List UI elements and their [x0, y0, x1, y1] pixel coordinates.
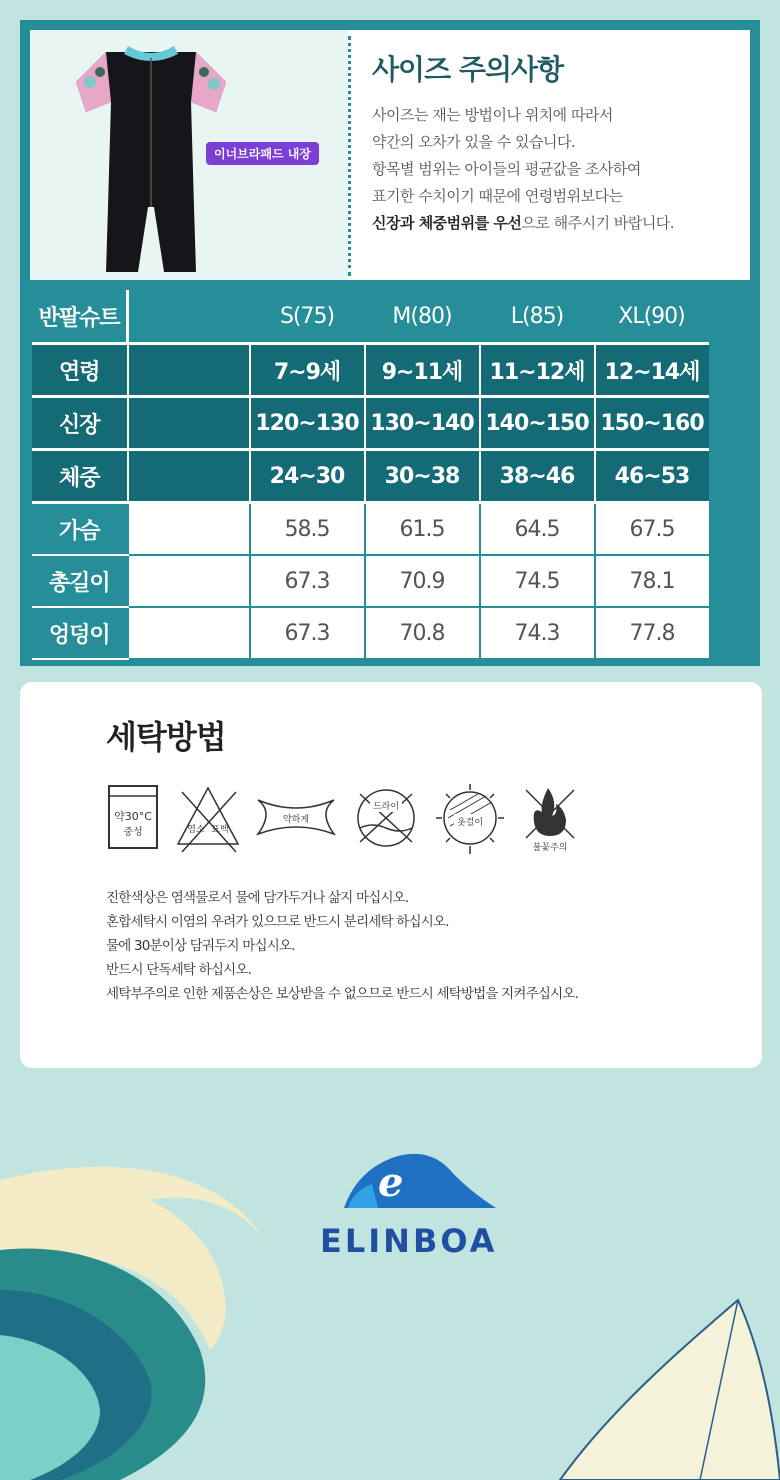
notice-line: [372, 210, 674, 237]
notice-line-rest: 으로 해주시기 바랍니다.: [521, 214, 675, 232]
product-info-card: [30, 30, 750, 280]
table-cell: 78.1: [595, 555, 709, 607]
brand-name: ELINBOA: [320, 1222, 498, 1260]
svg-text:e: e: [378, 1159, 404, 1206]
flame-caution-icon: [518, 782, 582, 854]
wash-temp-label: 약30°C: [114, 810, 152, 823]
table-cell: 58.5: [250, 503, 365, 556]
table-gap-cell: [128, 555, 250, 607]
washing-icons: [106, 782, 586, 854]
notice-line: 항목별 범위는 아이들의 평균값을 조사하여: [372, 160, 641, 178]
table-cell: 140~150: [480, 397, 595, 450]
wash-30c-icon: [106, 782, 162, 854]
table-row: [32, 555, 709, 607]
table-cell: 74.3: [480, 607, 595, 659]
table-cell: 120~130: [250, 397, 365, 450]
divider: [348, 36, 351, 276]
table-gap-cell: [128, 397, 250, 450]
table-gap-cell: [128, 290, 250, 344]
table-cell: 12~14세: [595, 344, 709, 397]
washing-card: [20, 682, 762, 1068]
table-cell: 67.3: [250, 555, 365, 607]
wring-gently-icon: [254, 782, 338, 854]
row-label: 가슴: [32, 503, 128, 556]
wring-label: 약하게: [282, 815, 310, 825]
table-cell: 67.3: [250, 607, 365, 659]
table-row: [32, 607, 709, 659]
table-gap-cell: [128, 450, 250, 503]
row-label: 체중: [32, 450, 128, 503]
table-cell: 77.8: [595, 607, 709, 659]
dry-label: 드라이: [372, 802, 400, 812]
table-cell: 64.5: [480, 503, 595, 556]
table-cell: 30~38: [365, 450, 480, 503]
row-label: 총길이: [32, 555, 128, 607]
table-cell: 46~53: [595, 450, 709, 503]
wash-sub-label: 중성: [123, 827, 143, 838]
no-bleach-icon: [172, 782, 244, 854]
inner-bra-pad-badge: 이너브라패드 내장: [206, 142, 319, 165]
table-row: [32, 344, 709, 397]
washing-notes: [106, 886, 578, 1006]
row-label: 연령: [32, 344, 128, 397]
washing-note: 반드시 단독세탁 하십시오.: [106, 962, 252, 978]
notice-title: 사이즈 주의사항: [372, 53, 564, 86]
table-cell: 130~140: [365, 397, 480, 450]
row-label: 엉덩이: [32, 607, 128, 659]
notice-line: 표기한 수치이기 때문에 연령범위보다는: [372, 187, 623, 205]
notice-line: 약간의 오차가 있을 수 있습니다.: [372, 133, 576, 151]
table-row: [32, 397, 709, 450]
size-header: M(80): [365, 290, 480, 344]
table-gap-cell: [128, 607, 250, 659]
size-table: [32, 290, 709, 660]
size-header: S(75): [250, 290, 365, 344]
size-table-header: [32, 290, 709, 344]
table-cell: 70.8: [365, 607, 480, 659]
table-cell: 24~30: [250, 450, 365, 503]
bleach-right-label: 표백: [211, 825, 229, 835]
washing-note: 세탁부주의로 인한 제품손상은 보상받을 수 없으므로 반드시 세탁방법을 지켜주십시오.: [106, 986, 579, 1002]
table-gap-cell: [128, 344, 250, 397]
notice-line: 사이즈는 재는 방법이나 위치에 따라서: [372, 106, 613, 124]
table-cell: 67.5: [595, 503, 709, 556]
notice-emphasis: 신장과 체중범위를 우선: [372, 214, 522, 232]
product-image: [30, 30, 348, 280]
table-gap-cell: [128, 503, 250, 556]
washing-note: 진한색상은 염색물로서 물에 담가두거나 삶지 마십시오.: [106, 890, 409, 906]
table-cell: 74.5: [480, 555, 595, 607]
washing-title: 세탁방법: [106, 718, 226, 756]
table-header-label: 반팔슈트: [32, 290, 128, 344]
table-cell: 9~11세: [365, 344, 480, 397]
table-cell: 150~160: [595, 397, 709, 450]
hanger-label: 옷걸이: [456, 818, 484, 828]
table-cell: 38~46: [480, 450, 595, 503]
size-notice: [372, 48, 674, 237]
table-cell: 7~9세: [250, 344, 365, 397]
size-header: L(85): [480, 290, 595, 344]
washing-note: 물에 30분이상 담궈두지 마십시오.: [106, 938, 295, 954]
washing-note: 혼합세탁시 이염의 우려가 있으므로 반드시 분리세탁 하십시오.: [106, 914, 449, 930]
fire-label: 불꽃주의: [532, 843, 568, 853]
size-header: XL(90): [595, 290, 709, 344]
table-row: [32, 503, 709, 556]
table-cell: 70.9: [365, 555, 480, 607]
table-cell: 11~12세: [480, 344, 595, 397]
no-dry-clean-icon: [350, 782, 422, 854]
row-label: 신장: [32, 397, 128, 450]
table-cell: 61.5: [365, 503, 480, 556]
hanger-dry-icon: [432, 782, 508, 858]
table-row: [32, 450, 709, 503]
bleach-left-label: 염소: [187, 825, 205, 835]
